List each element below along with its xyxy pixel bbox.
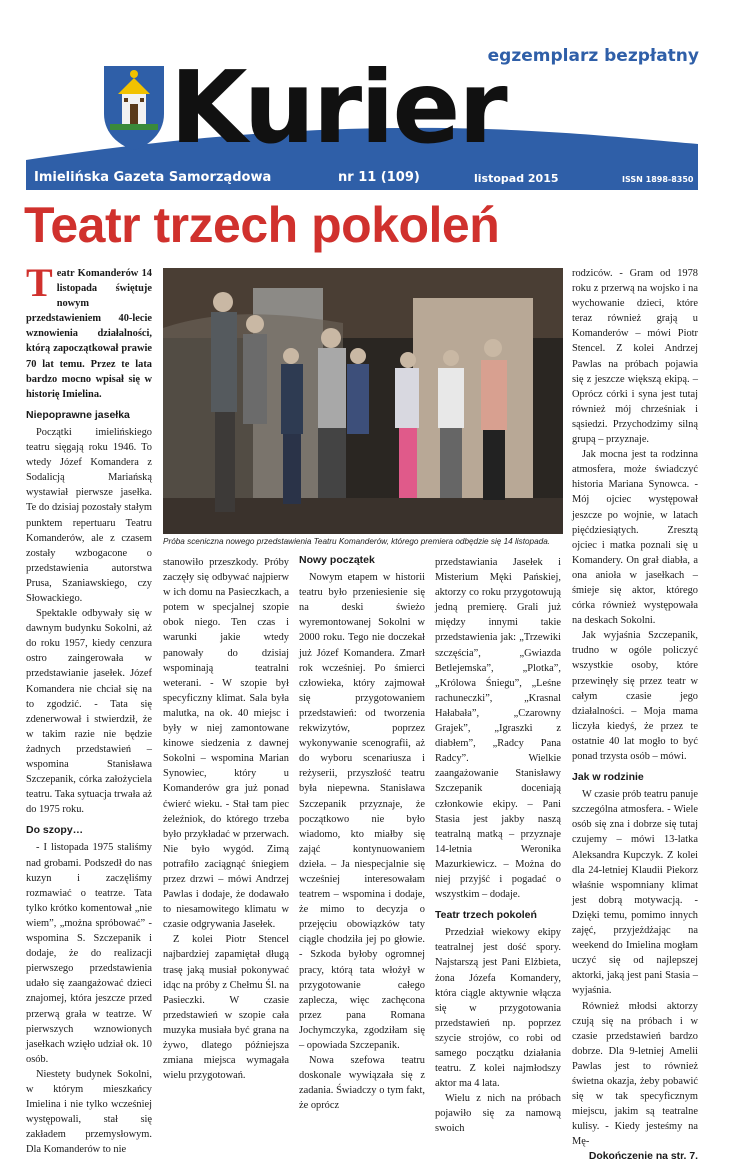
subheading: Do szopy… xyxy=(26,824,84,837)
issn: ISSN 1898-8350 xyxy=(622,175,694,184)
subheading: Jak w rodzinie xyxy=(572,771,644,784)
paragraph: Wielu z nich na próbach pojawiło się za namową swoich xyxy=(435,1093,561,1135)
article-lead: Teatr Komanderów 14 listopada świętuje nowym przedstawieniem 40-lecie wznowienia działalności, którą zapoczątkował prawie 70 lat temu. Przez te lata bardzo mocno wpisał się w historię Imielina. xyxy=(26,260,152,400)
paragraph: przedstawiania Jasełek i Misterium Męki Pańskiej, aktorzy co roku przygotowują jedną premierę. Grali już między innymi takie przedstawienia jak: „Trzewiki szczęścia”, „Gwiazda Betlejemska”, „Plotka”, „Królowa Śniegu”, „Leśne rachuneczki”, „Krasnal Hałabała”, „Czarowny Grajek”, „Igraszki z diabłem”, „Radcy Pana Radcy”. Wielkie zaangażowanie Stanisławy Szczepanik doceniają członkowie ekipy. – Pani Stasia jest jakby naszą teatralną matką – przyznaje 14-letnia Weronika Mazurkiewicz. – Można do niej przyjść i pogadać o wszystkim – dodaje. xyxy=(435,557,561,901)
article-photo xyxy=(163,268,563,534)
subtitle: Imielińska Gazeta Samorządowa xyxy=(34,170,272,185)
masthead-title: Kurier xyxy=(170,49,506,166)
paragraph: Spektakle odbywały się w dawnym budynku Sokolni, aż do roku 1957, kiedy cenzura ostro zaingerowała w przedstawianie jasełek. Józef Komandera nie chciał się na to zgodzić. - Tata się zdenerwował i stwierdził, że w takim razie nie będzie żadnych przedstawień – wspomina Stanisława Szczepanik, córka założyciela teatru. Taka sytuacja trwała aż do 1975 roku. xyxy=(26,608,152,816)
paragraph: Nowym etapem w historii teatru było przeniesienie się na deski świeżo wyremontowanej Sokolni w 2000 roku. Tego nie doczekał już Józef Komandera. Zmarł rok wcześniej. Po śmierci człowieka, który zajmował się przygotowaniem przedstawień: od tworzenia rekwizytów, poprzez wykonywanie scenografii, aż do wyboru scenariusza i reżyserii, przyszłość teatru była niepewna. Stanisława Szczepanik przyznaje, że początkowo nie było wiadomo, kto miałby się zająć kontynuowaniem dzieła. – Ja niespecjalnie się wcześniej interesowałam teatrem – wspomina i dodaje, że mimo to decyzja o przejęciu obowiązków taty ciągle chodziła jej po głowie. - Szkoda byłoby ogromnej pracy, którą tata włożył w przygotowanie całego zaplecza, więc zachęcona przez pana Romana Jochymczyka, zgodziłam się – opowiada Szczepanik. xyxy=(299,572,425,1051)
continuation-note: Dokończenie na str. 7. xyxy=(588,1151,698,1163)
subheading: Nowy początek xyxy=(299,554,375,566)
free-copy-label: egzemplarz bezpłatny xyxy=(487,46,699,66)
paragraph: Również młodsi aktorzy czują się na próbach i w czasie przedstawień bardzo dobrze. Dla 9-letniej Amelii Pawlas jest to również świetna okazja, żeby pobawić się w tak specyficznym miejscu, jakim są teatralne kulisy. - Kiedy jesteśmy na Mę- xyxy=(572,1000,698,1148)
paragraph: Niestety budynek Sokolni, w którym mieszkańcy Imielina i nie tylko wcześniej występowali, stał się zakładem przemysłowym. Dla Komanderów to nie xyxy=(26,1068,152,1156)
paragraph: Przedział wiekowy ekipy teatralnej jest dość spory. Najstarszą jest Pani Elżbieta, żona Józefa Komandery, która ciągle aktywnie włącza się w przygotowania przedstawień np. poprzez szycie strojów, co robi od samego początku działania teatru. Z kolei najmłodszy aktor ma 4 lata. xyxy=(435,927,561,1090)
paragraph: rodziców. - Gram od 1978 roku z przerwą na wojsko i na wychowanie dzieci, które teraz również grają u Komanderów – mówi Piotr Stencel. Z kolei Andrzej Pawlas na próbach pojawia się z jeszcze większą ekipą. – Oprócz córki i syna jest tutaj również mój chrześniak i sąsiedzi. Przychodzimy silną grupą – przyznaje. xyxy=(572,268,698,446)
crest-icon xyxy=(100,62,168,150)
article-headline: Teatr trzech pokoleń xyxy=(24,197,500,253)
paragraph: Nowa szefowa teatru doskonale wywiązała się z zadania. Świadczy o tym fakt, że oprócz xyxy=(299,1055,425,1112)
photo-caption: Próba sceniczna nowego przedstawienia Teatru Komanderów, którego premiera odbędzie się 14 listopada. xyxy=(163,537,551,546)
column-4 xyxy=(435,555,561,1137)
column-5 xyxy=(572,266,698,1165)
paragraph: - I listopada 1975 staliśmy nad grobami. Podszedł do nas kuzyn i zaczęliśmy rozmawiać o teatrze. Tata tylko krótko komentował „nie wiem”, „można spróbować” - wspomina S. Szczepanik i dodaje, że do realizacji pierwszego przedstawienia udało się zaangażować dzieci znajomej, która jeszcze przed przerwą grała w teatrze. W pierwszych wznowionych jasełkach wzięło udział ok. 10 osób. xyxy=(26,842,152,1065)
paragraph: stanowiło przeszkody. Próby zaczęły się odbywać najpierw w ich domu na Pasieczkach, a potem w specjalnej szopie obok niego. Ten czas i warunki jakie wtedy panowały do dzisiaj wspominają teatralni weterani. - W szopie był specyficzny klimat. Sala była malutka, na ok. 40 miejsc i były w niej zamontowane kinowe siedzenia z dawnej Sokolni – wspomina Marian Synowiec, który u Komanderów gra już ponad ćwierć wieku. - Stał tam piec żeleźniok, do którego trzeba było przykładać w przerwach. Nie było wygód. Zimą potrafiło zaciągnąć śniegiem przez drzwi – mówi Andrzej Pawlas i dodaje, że dodawało to niesamowitego klimatu w czasie odgrywania Jasełek. xyxy=(163,557,289,931)
paragraph: Początki imielińskiego teatru sięgają roku 1946. To wtedy Józef Komandera z Sodalicją Mariańską wystawiał pierwsze jasełka. Te do dzisiaj pozostały stałym punktem repertuaru Teatru Komanderów, ale z czasem zostały wzbogacone o przedstawienia autorstwa Prusa, Szaniawskiego, czy Słowackiego. xyxy=(26,426,152,604)
paragraph: Jak mocna jest ta rodzinna atmosfera, może świadczyć historia Mariana Synowca. - Mój ojciec występował jeszcze po wojnie, w latach pięćdziesiątych. Zresztą ojciec i matka poznali się u Komandery. On grał diabła, a ona anioła w jasełkach – śmieje się aktor, którego córka również występowała na deskach Sokolni. xyxy=(572,449,698,627)
paragraph: W czasie prób teatru panuje szczególna atmosfera. - Wiele osób się zna i dobrze się tutaj czujemy – mówi 13-latka Aleksandra Kupczyk. Z kolei dla 24-letniej Klaudii Piekorz właśnie wspomniany klimat jest dobrą motywacją. - Dzięki temu, pomimo innych zajęć, przyjeżdżając na weekend do Imielina mogłam uczyć się od najlepszej aktorki, jaką jest pani Stasia – wyjaśnia. xyxy=(572,789,698,997)
paragraph: Z kolei Piotr Stencel najbardziej zapamiętał długą trasę jaką musiał pokonywać idąc na próby z Chełmu Śl. na Pasieczki. W czasie przedstawień w szopie cała muzyka musiała być grana na żywo, dlatego późniejsza zmiana miejsca wymagała wielu przygotowań. xyxy=(163,934,289,1082)
issue-date: listopad 2015 xyxy=(474,172,559,185)
issue-number: nr 11 (109) xyxy=(338,170,420,185)
column-3 xyxy=(299,553,425,1113)
masthead-info-bar xyxy=(26,168,698,190)
subheading: Teatr trzech pokoleń xyxy=(435,909,537,922)
subheading: Niepoprawne jasełka xyxy=(26,408,130,421)
dropcap: T xyxy=(26,260,53,305)
paragraph: Jak wyjaśnia Szczepanik, trudno w ogóle policzyć wszystkie osoby, które przewinęły się przez teatr w całym czasie jego działalności. – Moja mama liczyła kiedyś, że przez te ostatnie 40 lat mogło to być ponad trzysta osób – mówi. xyxy=(572,630,698,762)
column-2 xyxy=(163,555,289,1083)
